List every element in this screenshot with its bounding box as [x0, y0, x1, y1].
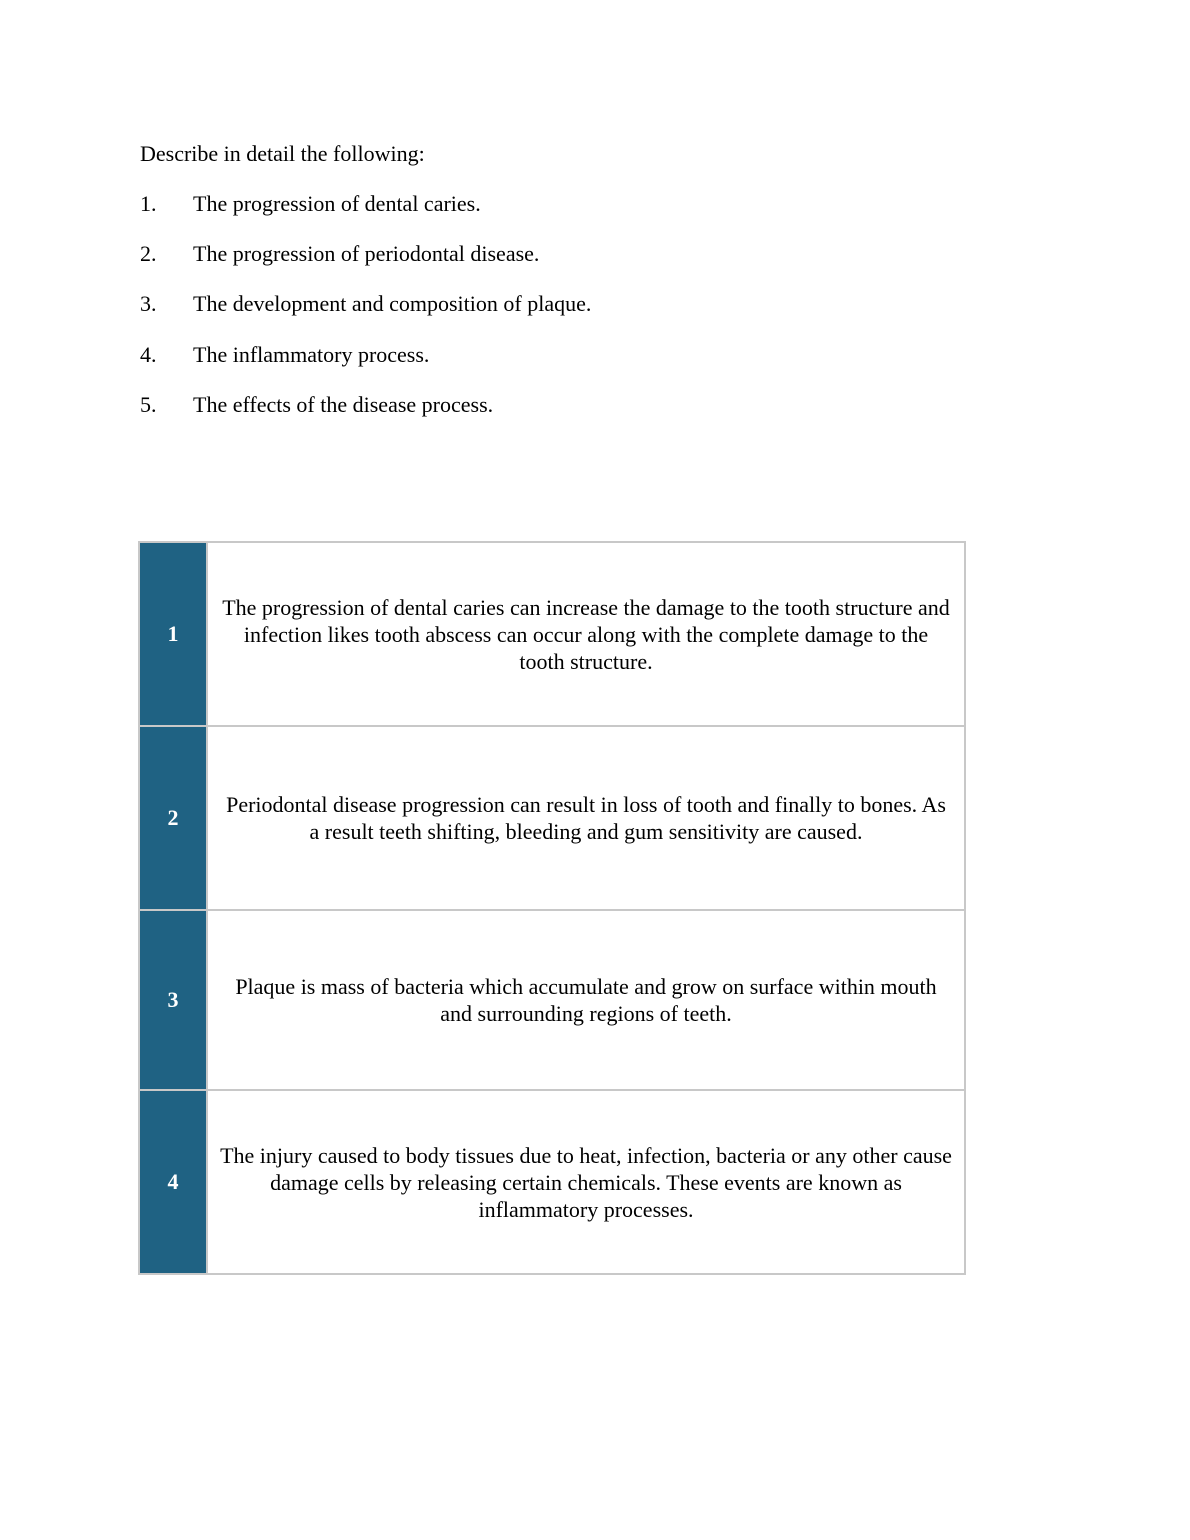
table-row	[139, 726, 965, 910]
question-item	[140, 291, 591, 317]
question-item	[140, 342, 591, 368]
answer-table	[138, 541, 966, 1275]
question-item	[140, 392, 591, 418]
question-item	[140, 191, 591, 217]
intro-text: Describe in detail the following:	[140, 141, 425, 166]
answer-number-cell: 4	[139, 1090, 207, 1274]
table-row	[139, 910, 965, 1090]
answer-text-cell: Periodontal disease progression can result in loss of tooth and finally to bones. As a result teeth shifting, bleeding and gum sensitivity are caused.	[207, 726, 965, 910]
table-row	[139, 542, 965, 726]
question-item	[140, 241, 591, 267]
question-number: 3.	[140, 291, 157, 317]
answer-text-cell: The injury caused to body tissues due to heat, infection, bacteria or any other cause damage cells by releasing certain chemicals. These events are known as inflammatory processes.	[207, 1090, 965, 1274]
answer-number-cell: 2	[139, 726, 207, 910]
question-number: 4.	[140, 341, 157, 367]
answer-text-cell: The progression of dental caries can increase the damage to the tooth structure and infection likes tooth abscess can occur along with the complete damage to the tooth structure.	[207, 542, 965, 726]
question-text: The development and composition of plaque.	[193, 291, 592, 317]
question-number: 5.	[140, 391, 157, 417]
question-text: The inflammatory process.	[193, 341, 430, 367]
question-text: The progression of periodontal disease.	[193, 241, 540, 267]
question-text: The effects of the disease process.	[193, 391, 494, 417]
answer-text-cell: Plaque is mass of bacteria which accumulate and grow on surface within mouth and surrounding regions of teeth.	[207, 910, 965, 1090]
question-number: 2.	[140, 241, 157, 267]
answer-number-cell: 3	[139, 910, 207, 1090]
question-text: The progression of dental caries.	[193, 191, 481, 216]
answer-number-cell: 1	[139, 542, 207, 726]
question-number: 1.	[140, 191, 157, 216]
table-row	[139, 1090, 965, 1274]
question-list	[140, 191, 591, 442]
